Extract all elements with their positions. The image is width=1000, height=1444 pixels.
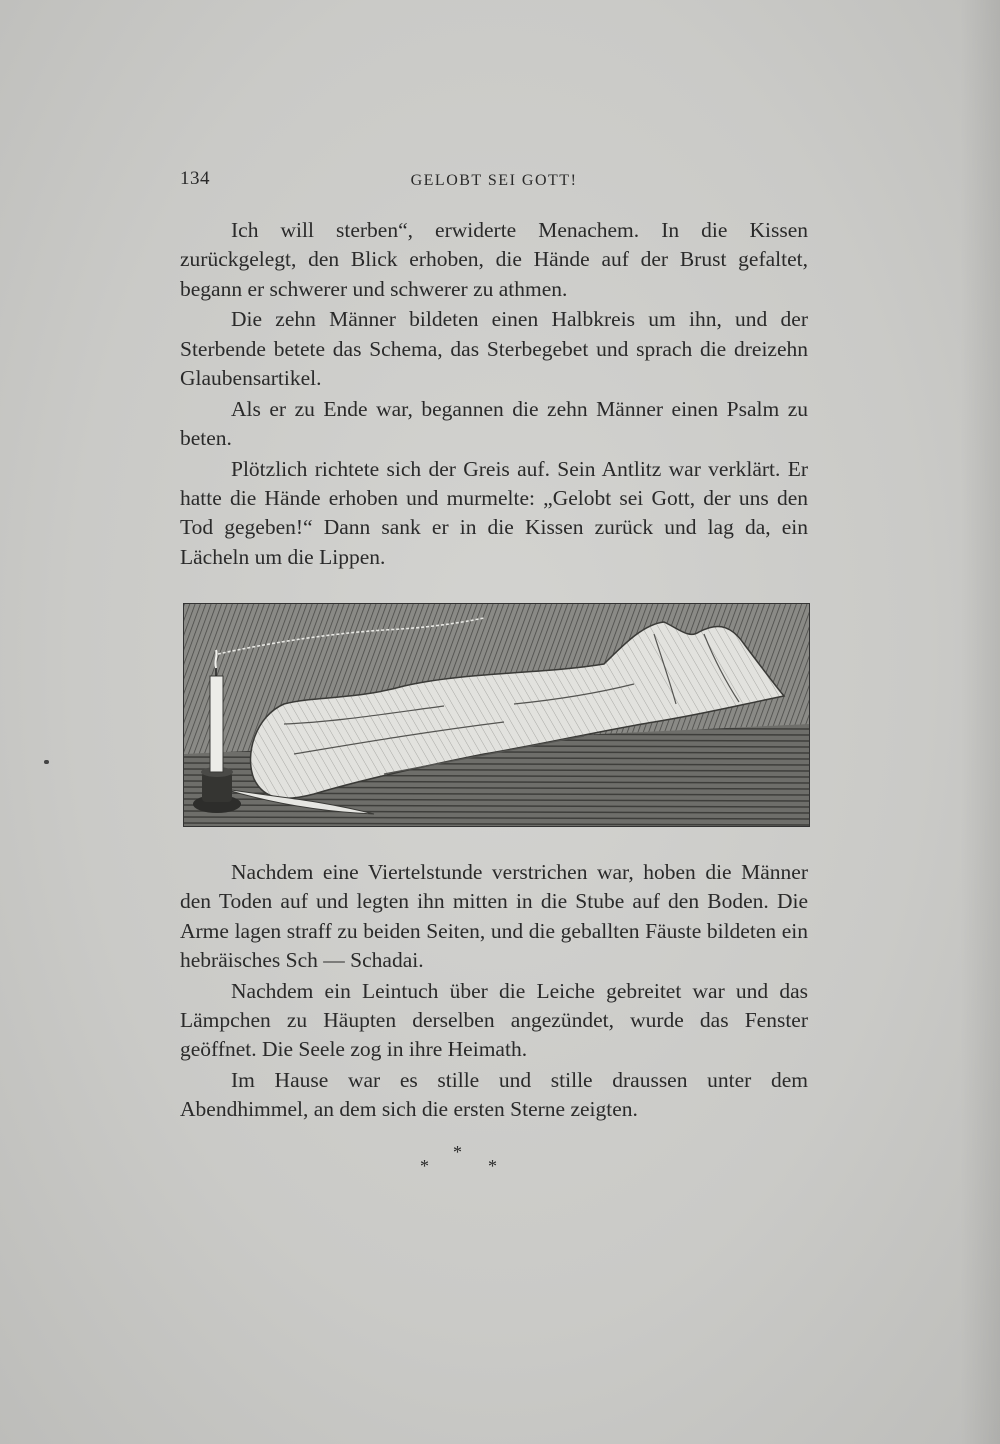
paragraph: Die zehn Männer bildeten einen Halbkreis um ihn, und der Sterbende betete das Schema, das Sterbegebet und sprach die dreizehn Glaubensartikel. [180, 307, 808, 390]
paragraph: Nachdem eine Viertelstunde verstrichen war, hoben die Männer den Toden auf und legten ihn mitten in die Stube auf den Boden. Die Arme lagen straff zu beiden Seiten, und die geballten Fäuste bildeten ein hebräisches Sch — Schadai. [180, 860, 808, 972]
page-edge-shadow [960, 0, 1000, 1444]
page-number: 134 [180, 168, 210, 189]
text-block-top [180, 216, 808, 574]
page-header [180, 168, 808, 198]
paragraph: Im Hause war es stille und stille draussen unter dem Abendhimmel, an dem sich die ersten Sterne zeigten. [180, 1068, 808, 1122]
paragraph: Ich will sterben“, erwiderte Menachem. In die Kissen zurückgelegt, den Blick erhoben, die Hände auf der Brust gefaltet, begann er schwerer und schwerer zu athmen. [180, 218, 808, 301]
running-title: GELOBT SEI GOTT! [410, 172, 578, 189]
asterisk-top: * [453, 1142, 462, 1162]
illustration-shrouded-body [183, 603, 810, 827]
text-block-bottom [180, 858, 808, 1126]
paragraph: Plötzlich richtete sich der Greis auf. Sein Antlitz war verklärt. Er hatte die Hände erhoben und murmelte: „Gelobt sei Gott, der uns den Tod gegeben!“ Dann sank er in die Kissen zurück und lag da, ein Lächeln um die Lippen. [180, 456, 808, 569]
asterisk-right: * [488, 1156, 497, 1176]
paragraph: Als er zu Ende war, begannen die zehn Männer einen Psalm zu beten. [180, 396, 808, 451]
ink-speck [44, 760, 49, 764]
paragraph: Nachdem ein Leintuch über die Leiche gebreitet war und das Lämpchen zu Häupten derselben angezündet, wurde das Fenster geöffnet. Die Seele zog in ihre Heimath. [180, 978, 808, 1062]
section-ornament-asterisks [400, 1142, 520, 1182]
asterisk-left: * [420, 1156, 429, 1176]
shrouded-body-with-candle-engraving-icon [184, 604, 809, 826]
